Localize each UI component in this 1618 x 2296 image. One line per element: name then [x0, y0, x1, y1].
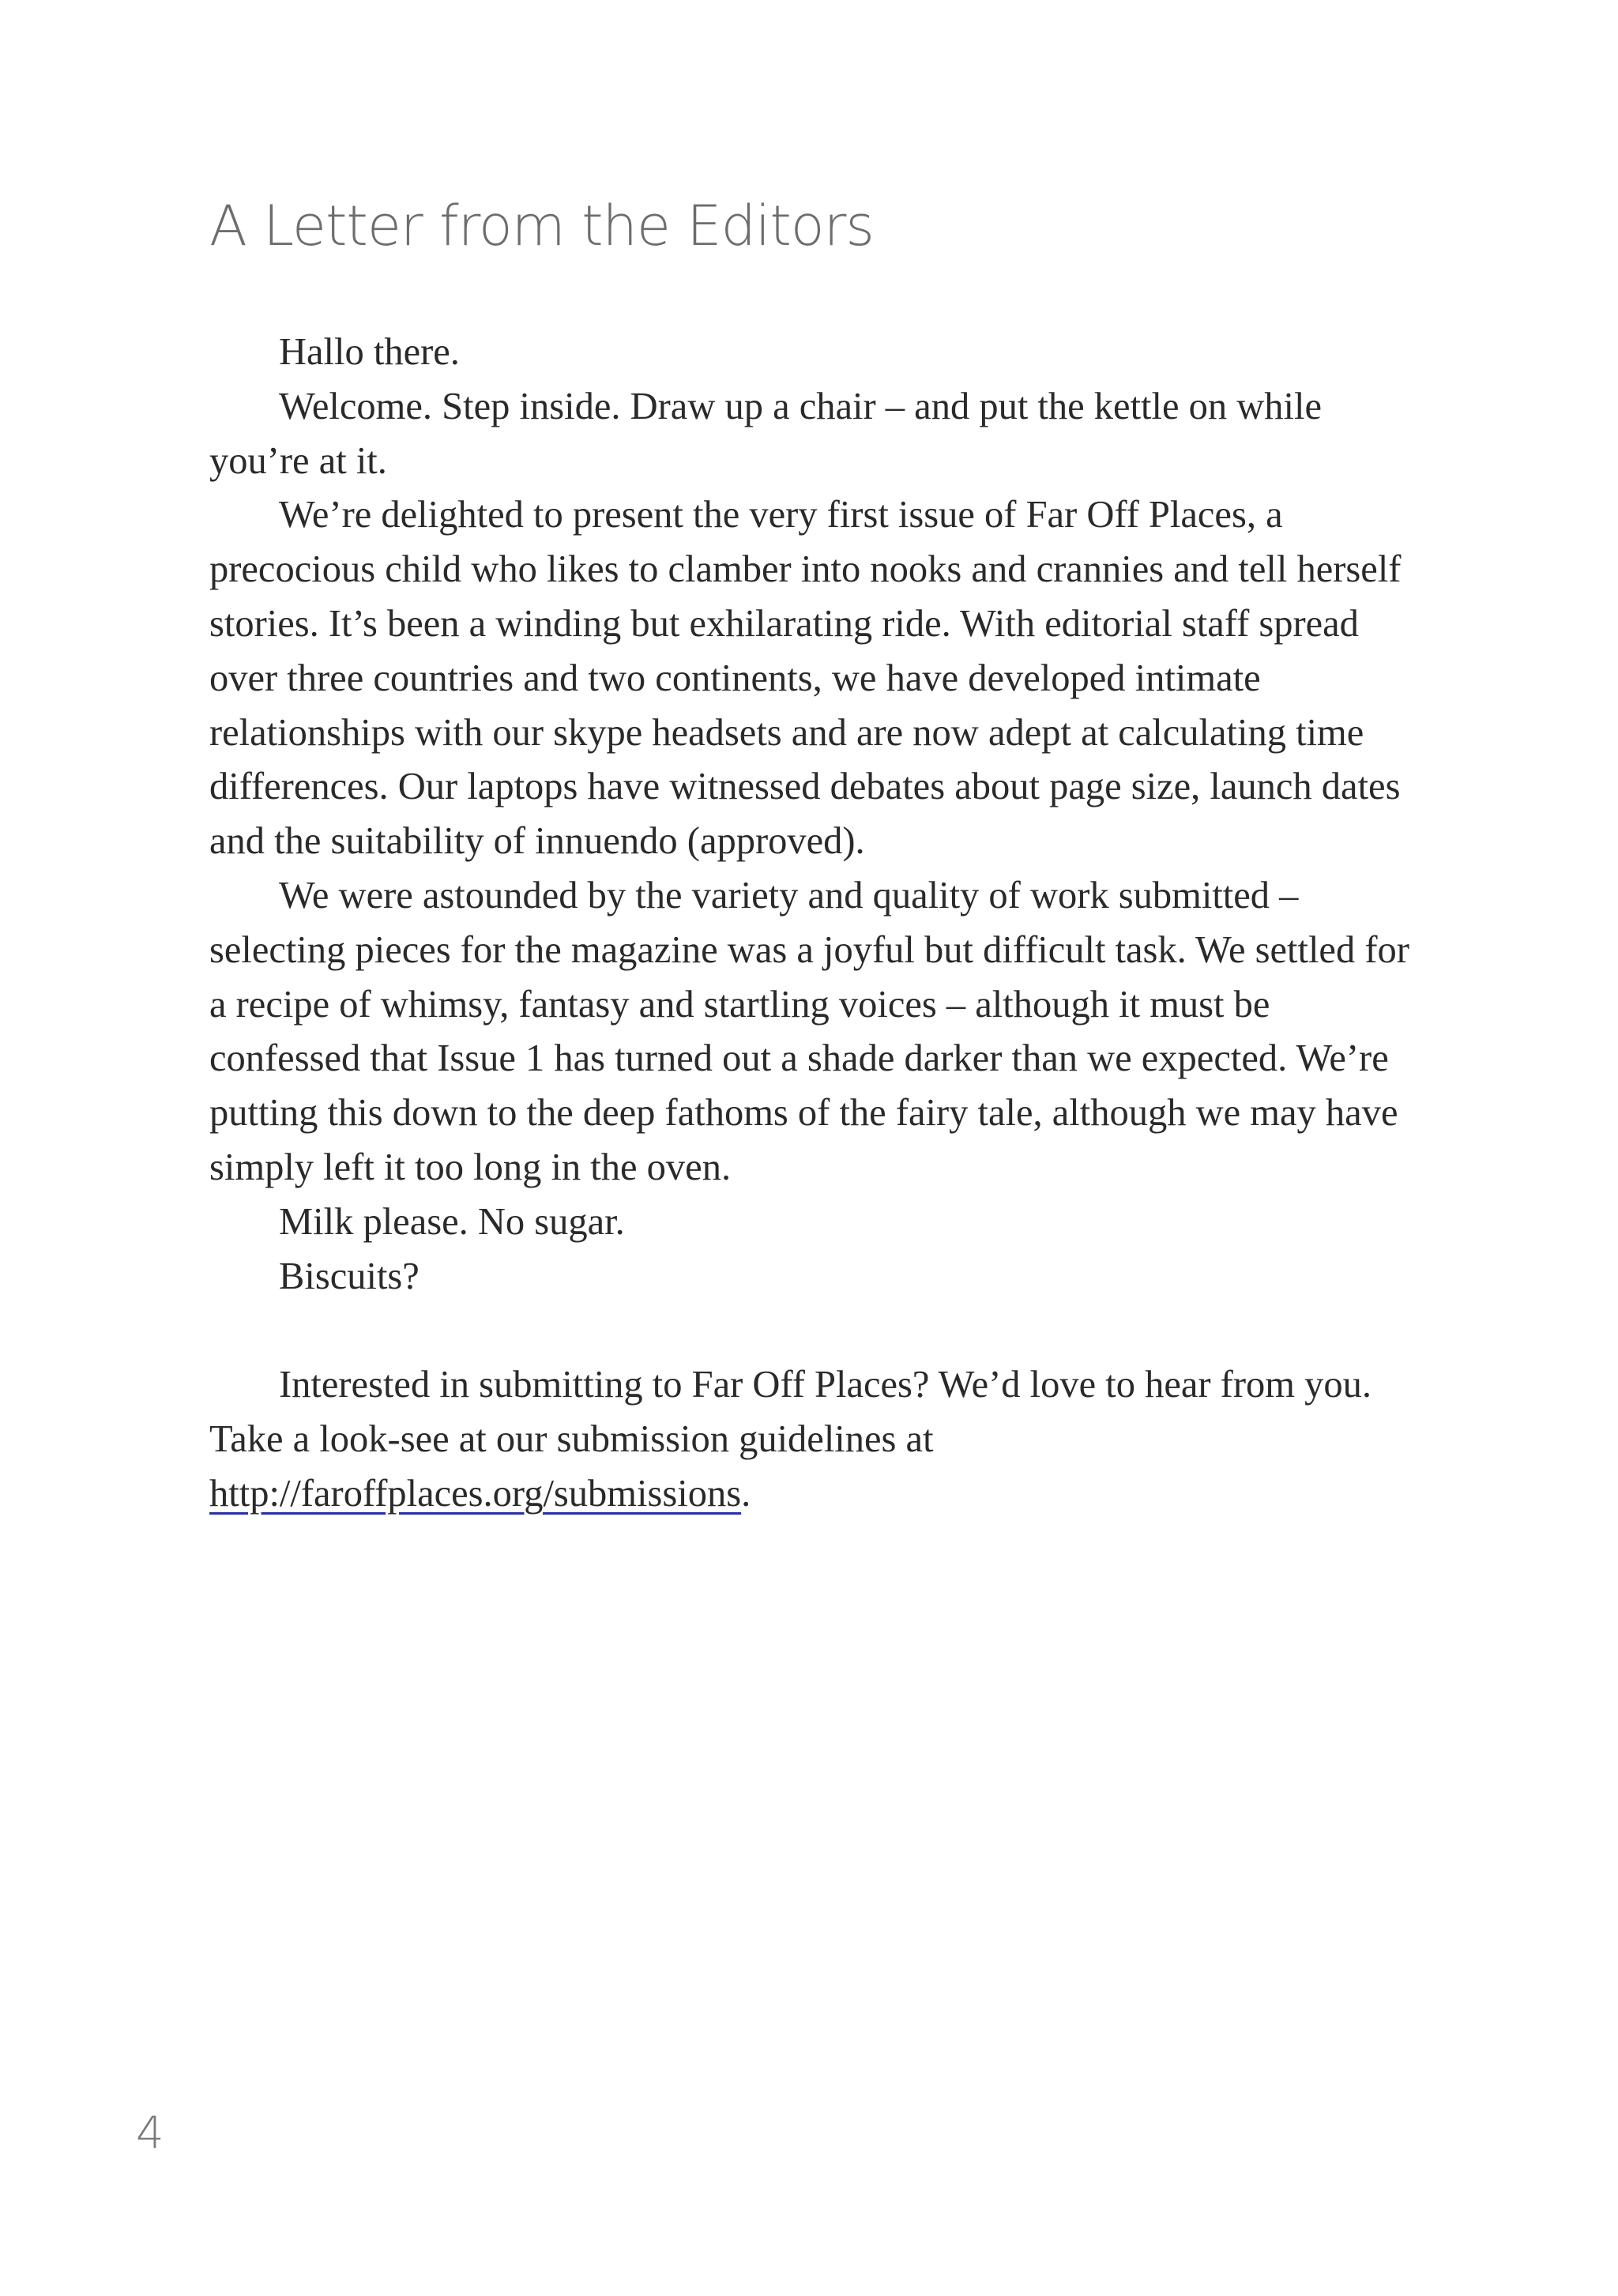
paragraph-spacer: [209, 1304, 1410, 1358]
submissions-link[interactable]: http://faroffplaces.org/submissions: [209, 1472, 742, 1515]
page-number: 4: [136, 2108, 164, 2159]
letter-paragraph-biscuits: Biscuits?: [279, 1255, 420, 1297]
submission-trailing: .: [741, 1472, 751, 1515]
submission-text: Interested in submitting to Far Off Places? We’d love to hear from you. Take a look-see at our submission guidelines at: [209, 1364, 1372, 1460]
letter-paragraph-milk: Milk please. No sugar.: [279, 1200, 625, 1243]
letter-paragraph-greeting: Hallo there.: [279, 331, 460, 373]
letter-paragraph-selection: We were astounded by the variety and quality of work submitted – selecting pieces for the magazine was a joyful but difficult task. We settled for a recipe of whimsy, fantasy and startling voices – although it must be confessed that Issue 1 has turned out a shade darker than we expected. We’re putting this down to the deep fathoms of the fairy tale, although we may have simply left it too long in the oven.: [209, 874, 1409, 1188]
page-title: A Letter from the Editors: [209, 194, 874, 258]
letter-paragraph-welcome: Welcome. Step inside. Draw up a chair – and put the kettle on while you’re at it.: [209, 385, 1323, 482]
letter-paragraph-intro: We’re delighted to present the very first issue of Far Off Places, a precocious child who likes to clamber into nooks and crannies and tell herself stories. It’s been a winding but exhilarating ride. With editorial staff spread over three countries and two continents, we have developed intimate relationships with our skype headsets and are now adept at calculating time differences. Our laptops have witnessed debates about page size, launch dates and the suitability of innuendo (approved).: [209, 494, 1402, 863]
letter-body: [209, 326, 1410, 1522]
submission-paragraph: [209, 1358, 1410, 1521]
